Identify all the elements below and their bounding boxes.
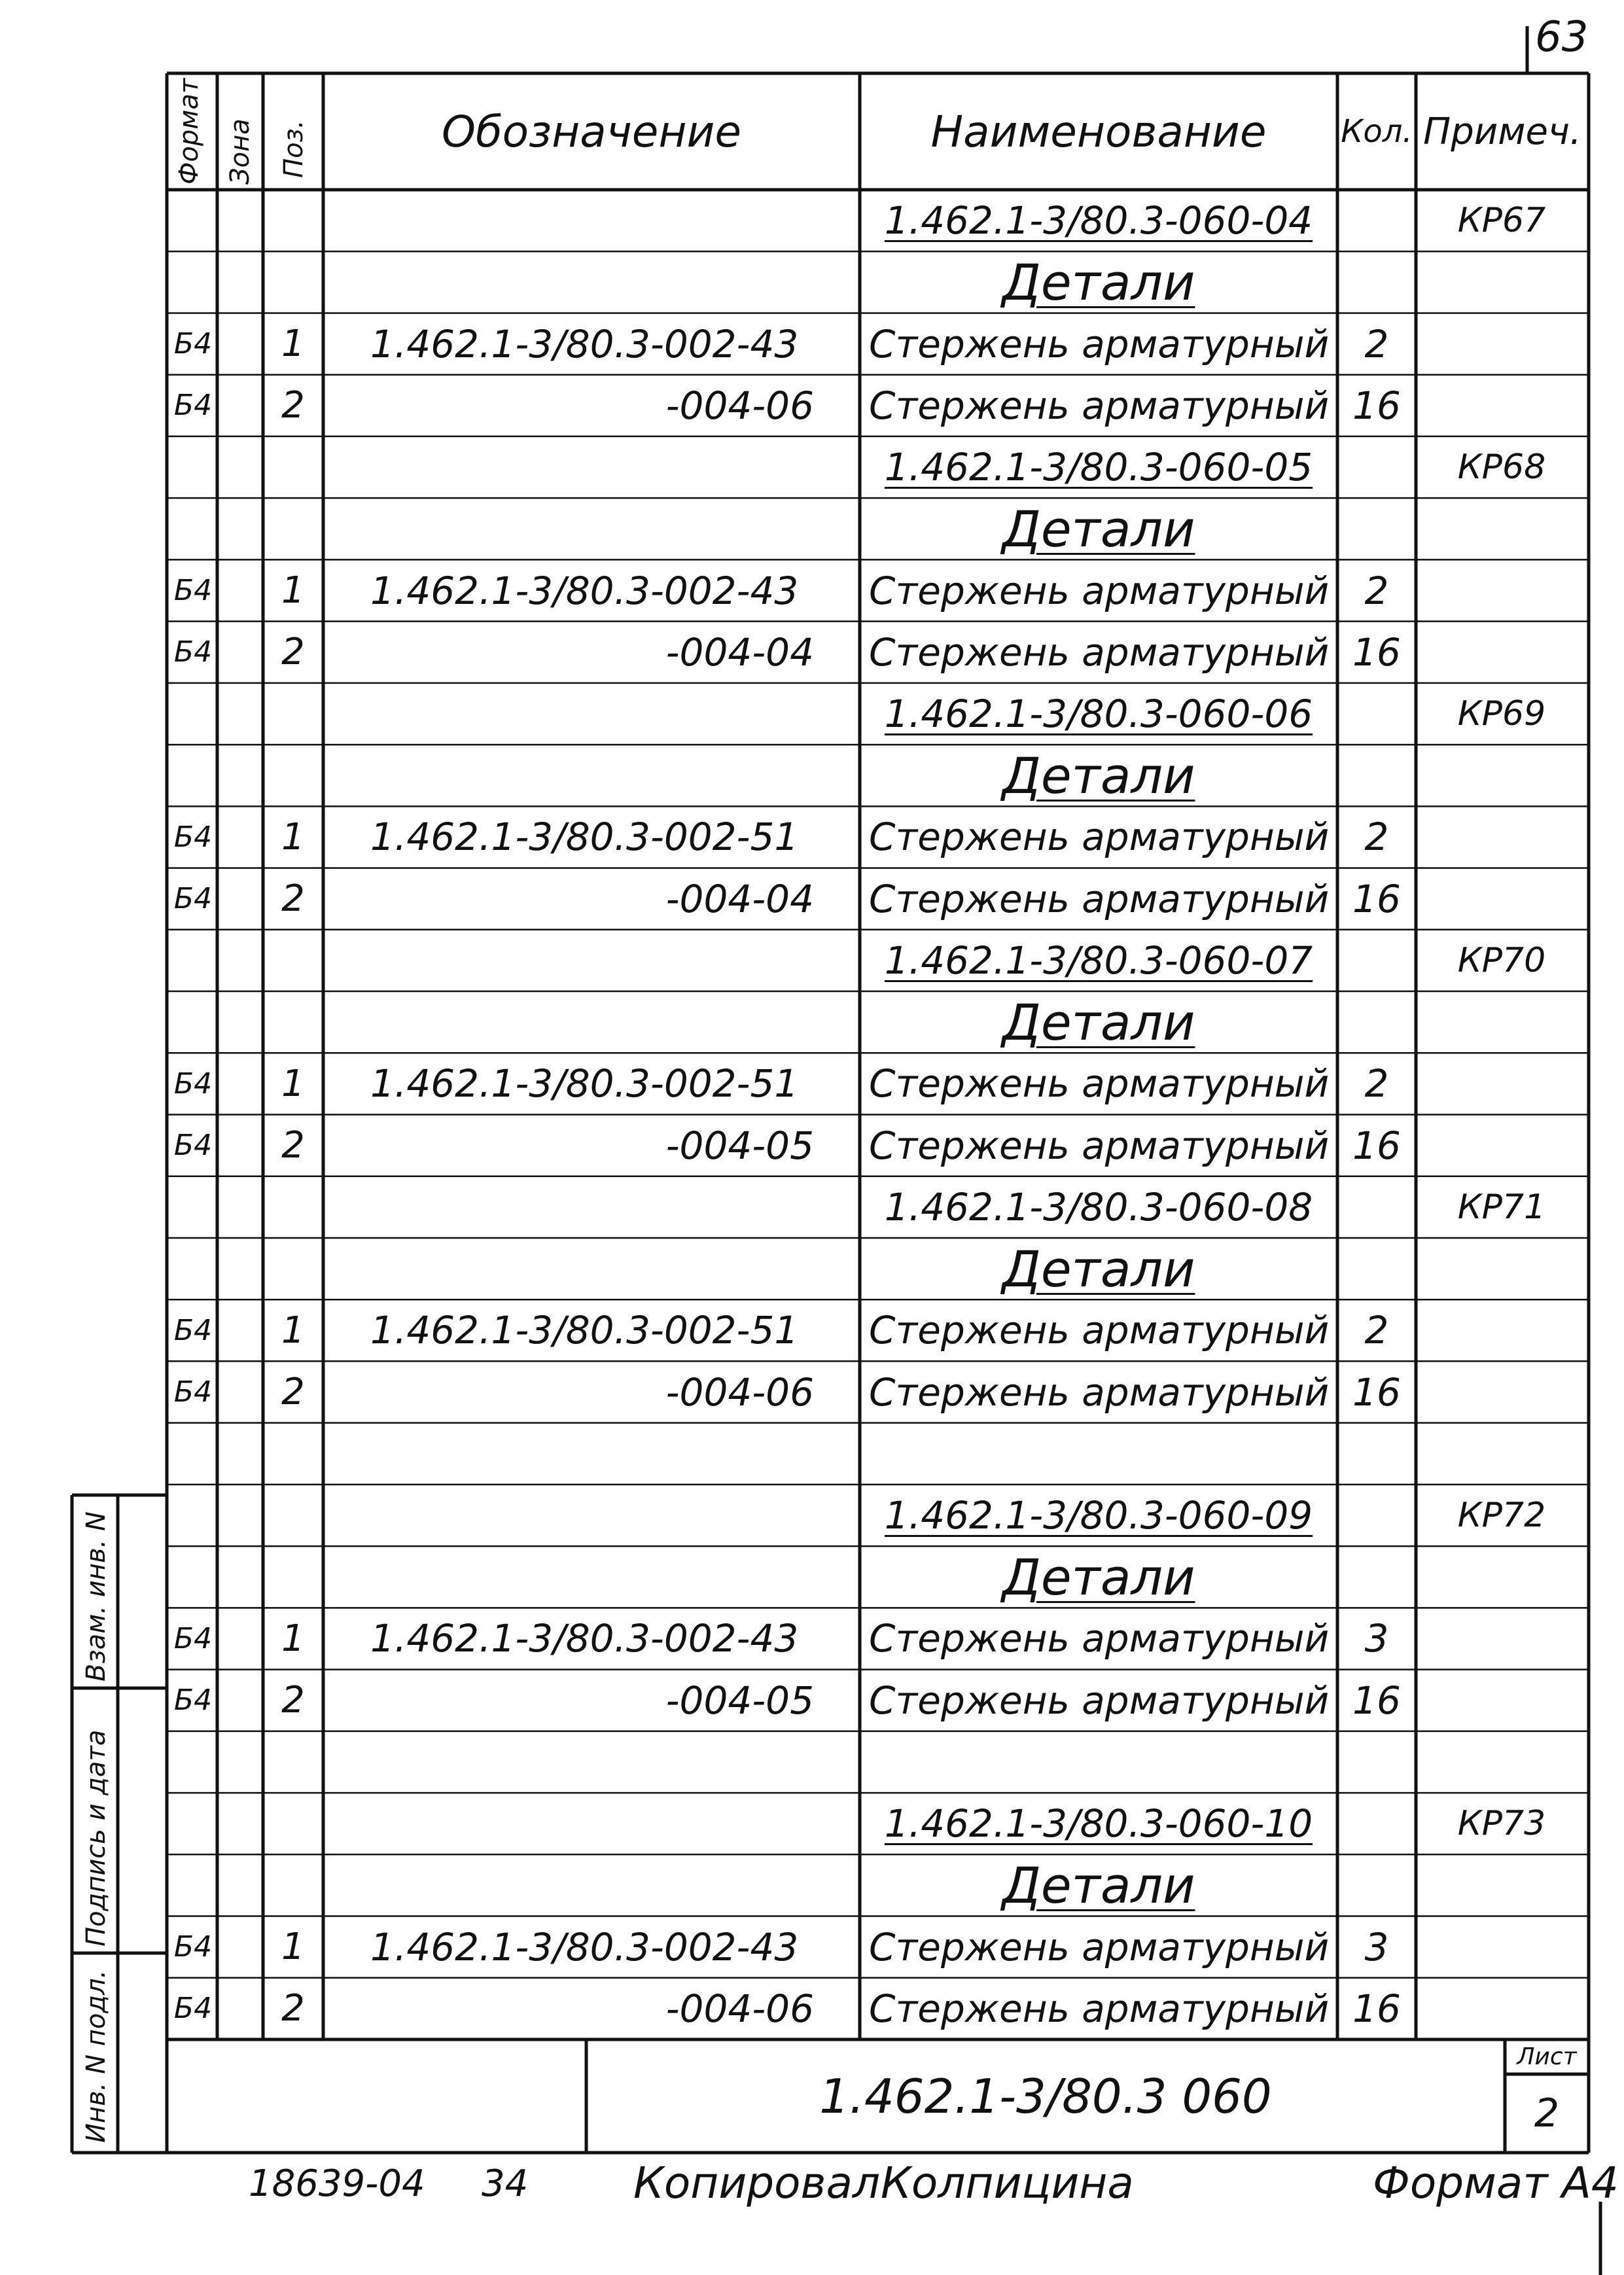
row-format [169, 1546, 217, 1608]
row-name: Стержень арматурный [869, 383, 1330, 428]
row-designation [323, 1793, 860, 1854]
row-designation [323, 251, 860, 313]
row-name: Стержень арматурный [869, 1369, 1330, 1415]
row-format [169, 1485, 217, 1546]
row-format [169, 930, 217, 991]
row-zone [217, 313, 263, 374]
row-name: Стержень арматурный [869, 629, 1330, 675]
row-designation [323, 1423, 860, 1485]
row-quantity: 2 [1364, 1308, 1389, 1353]
footer-format: Формат А4 [1373, 2158, 1619, 2208]
row-note [1416, 1053, 1587, 1114]
footer-page-no: 34 [482, 2162, 529, 2205]
spec-code: 1.462.1-3/80.3-060-05 [884, 445, 1313, 490]
row-format [169, 498, 217, 559]
row-format: Б4 [173, 882, 213, 916]
row-format: Б4 [173, 820, 213, 854]
row-zone [217, 1854, 263, 1916]
row-quantity [1337, 1546, 1416, 1608]
row-format: Б4 [173, 1930, 213, 1964]
row-designation [323, 1731, 860, 1793]
row-name: Стержень арматурный [869, 1924, 1330, 1969]
row-format [169, 1423, 217, 1485]
header-name: Наименование [930, 106, 1267, 157]
row-format [169, 251, 217, 313]
row-zone [217, 1361, 263, 1422]
row-name: Стержень арматурный [869, 1616, 1330, 1661]
row-zone [217, 251, 263, 313]
row-designation [323, 745, 860, 806]
footer-order-no: 18639-04 [249, 2162, 425, 2205]
section-heading: Детали [1002, 1239, 1195, 1298]
row-format [169, 1176, 217, 1238]
spec-code: 1.462.1-3/80.3-060-06 [884, 691, 1313, 736]
row-position [263, 1238, 323, 1299]
row-name [860, 1731, 1337, 1793]
row-quantity: 16 [1352, 629, 1401, 675]
row-note [1416, 1299, 1587, 1361]
row-designation [323, 1854, 860, 1916]
row-note: КР67 [1457, 201, 1546, 241]
header-zone: Зона [225, 118, 255, 185]
row-position: 2 [281, 631, 305, 674]
row-quantity: 2 [1364, 1061, 1389, 1106]
row-format: Б4 [173, 327, 213, 361]
row-position: 1 [281, 323, 305, 366]
row-quantity: 16 [1352, 1986, 1401, 2031]
row-name: Стержень арматурный [869, 876, 1330, 921]
row-designation: -004-05 [665, 1678, 814, 1723]
row-zone [217, 1176, 263, 1238]
row-zone [217, 622, 263, 683]
row-zone [217, 1423, 263, 1485]
row-designation: -004-04 [665, 876, 814, 921]
row-designation: 1.462.1-3/80.3-002-43 [370, 1616, 799, 1661]
row-note [1416, 1854, 1587, 1916]
row-name [860, 1423, 1337, 1485]
row-designation [323, 498, 860, 559]
row-zone [217, 375, 263, 436]
row-note [1416, 498, 1587, 559]
row-position [263, 930, 323, 991]
row-zone [217, 1546, 263, 1608]
row-zone [217, 745, 263, 806]
header-qty: Кол. [1341, 113, 1413, 150]
row-position: 2 [281, 1679, 305, 1722]
footer-copied-by: Колпицина [881, 2158, 1134, 2208]
row-designation [323, 190, 860, 251]
row-name: Стержень арматурный [869, 815, 1330, 860]
row-designation [323, 1176, 860, 1238]
row-note [1416, 1670, 1587, 1731]
row-format [169, 436, 217, 498]
row-position [263, 1176, 323, 1238]
side-label-inv-orig: Инв. N подл. [81, 1969, 111, 2143]
row-format: Б4 [173, 1067, 213, 1101]
row-designation: -004-04 [665, 629, 814, 675]
row-zone [217, 1793, 263, 1854]
row-position: 2 [281, 1987, 305, 2030]
row-zone [217, 991, 263, 1053]
row-note: КР69 [1457, 694, 1546, 733]
side-label-sign-date: Подпись и дата [81, 1729, 111, 1947]
row-zone [217, 1053, 263, 1114]
top-sheet-number: 63 [1535, 13, 1589, 62]
row-position [263, 745, 323, 806]
row-designation [323, 1546, 860, 1608]
row-quantity [1337, 1176, 1416, 1238]
section-heading: Детали [1002, 746, 1195, 805]
header-pos: Поз. [279, 120, 309, 178]
section-heading: Детали [1002, 1547, 1195, 1606]
sheet-label: Лист [1517, 2043, 1577, 2070]
section-heading: Детали [1002, 993, 1195, 1051]
row-zone [217, 1608, 263, 1669]
row-quantity: 2 [1364, 815, 1389, 860]
row-name: Стержень арматурный [869, 1061, 1330, 1106]
row-position: 1 [281, 1062, 305, 1105]
row-quantity: 3 [1364, 1924, 1389, 1969]
section-heading: Детали [1002, 1856, 1195, 1914]
row-note [1416, 1916, 1587, 1978]
row-designation [323, 436, 860, 498]
section-heading: Детали [1002, 499, 1195, 558]
row-quantity [1337, 1238, 1416, 1299]
row-note [1416, 1361, 1587, 1422]
row-quantity [1337, 991, 1416, 1053]
row-note [1416, 313, 1587, 374]
row-name: Стержень арматурный [869, 1986, 1330, 2031]
row-position [263, 436, 323, 498]
row-format [169, 1793, 217, 1854]
row-position: 1 [281, 1617, 305, 1660]
row-designation: 1.462.1-3/80.3-002-51 [370, 1308, 799, 1353]
row-quantity: 3 [1364, 1616, 1389, 1661]
row-quantity [1337, 498, 1416, 559]
row-quantity [1337, 930, 1416, 991]
row-format: Б4 [173, 1992, 213, 2026]
row-position [263, 1854, 323, 1916]
row-format: Б4 [173, 574, 213, 607]
row-designation [323, 991, 860, 1053]
row-format: Б4 [173, 389, 213, 423]
row-position [263, 991, 323, 1053]
row-note [1416, 559, 1587, 621]
row-designation: 1.462.1-3/80.3-002-43 [370, 321, 799, 366]
row-designation: 1.462.1-3/80.3-002-51 [370, 1061, 799, 1106]
row-position: 1 [281, 1309, 305, 1352]
spec-code: 1.462.1-3/80.3-060-09 [884, 1493, 1313, 1538]
row-note: КР72 [1457, 1496, 1546, 1535]
header-format: Формат [174, 78, 204, 185]
row-note [1416, 991, 1587, 1053]
row-quantity: 2 [1364, 568, 1389, 613]
row-note [1416, 1731, 1587, 1793]
row-designation [323, 1238, 860, 1299]
row-quantity: 2 [1364, 321, 1389, 366]
row-quantity [1337, 1485, 1416, 1546]
row-designation: -004-06 [665, 383, 814, 428]
row-position [263, 1423, 323, 1485]
row-format: Б4 [173, 1129, 213, 1163]
row-format: Б4 [173, 1621, 213, 1655]
row-position [263, 1485, 323, 1546]
row-note: КР68 [1457, 448, 1546, 487]
row-designation [323, 683, 860, 745]
row-zone [217, 559, 263, 621]
row-quantity: 16 [1352, 1678, 1401, 1723]
row-name: Стержень арматурный [869, 1308, 1330, 1353]
row-quantity [1337, 190, 1416, 251]
row-designation [323, 930, 860, 991]
row-note [1416, 1546, 1587, 1608]
row-note: КР70 [1457, 940, 1546, 980]
header-note: Примеч. [1423, 110, 1581, 153]
row-zone [217, 498, 263, 559]
row-format: Б4 [173, 635, 213, 669]
row-format: Б4 [173, 1684, 213, 1718]
row-designation [323, 1485, 860, 1546]
row-note [1416, 1423, 1587, 1485]
row-quantity: 16 [1352, 383, 1401, 428]
row-note [1416, 1115, 1587, 1176]
row-format [169, 1238, 217, 1299]
row-note [1416, 868, 1587, 930]
row-format: Б4 [173, 1313, 213, 1347]
row-zone [217, 683, 263, 745]
row-position: 2 [281, 1371, 305, 1414]
row-designation: 1.462.1-3/80.3-002-43 [370, 1924, 799, 1969]
row-zone [217, 1670, 263, 1731]
row-designation: -004-05 [665, 1123, 814, 1168]
row-quantity [1337, 251, 1416, 313]
row-quantity: 16 [1352, 1123, 1401, 1168]
row-note: КР73 [1457, 1804, 1546, 1844]
row-designation: 1.462.1-3/80.3-002-43 [370, 568, 799, 613]
row-position [263, 1793, 323, 1854]
row-zone [217, 868, 263, 930]
row-position [263, 251, 323, 313]
row-zone [217, 1916, 263, 1978]
row-quantity [1337, 436, 1416, 498]
row-name: Стержень арматурный [869, 1678, 1330, 1723]
row-designation: -004-06 [665, 1369, 814, 1415]
row-zone [217, 436, 263, 498]
row-format [169, 991, 217, 1053]
row-zone [217, 1731, 263, 1793]
spec-code: 1.462.1-3/80.3-060-04 [884, 198, 1313, 243]
row-zone [217, 1115, 263, 1176]
row-quantity: 16 [1352, 876, 1401, 921]
row-quantity [1337, 1423, 1416, 1485]
row-format [169, 745, 217, 806]
row-format: Б4 [173, 1375, 213, 1409]
row-designation: 1.462.1-3/80.3-002-51 [370, 815, 799, 860]
row-format [169, 683, 217, 745]
row-quantity: 16 [1352, 1369, 1401, 1415]
row-quantity [1337, 745, 1416, 806]
spec-code: 1.462.1-3/80.3-060-10 [884, 1801, 1313, 1846]
row-format [169, 1731, 217, 1793]
doc-code: 1.462.1-3/80.3 060 [819, 2068, 1272, 2124]
row-quantity [1337, 683, 1416, 745]
side-label-replace-inv: Взам. инв. N [81, 1511, 111, 1682]
spec-code: 1.462.1-3/80.3-060-07 [884, 938, 1313, 983]
section-heading: Детали [1002, 253, 1195, 311]
row-position [263, 1546, 323, 1608]
row-position [263, 498, 323, 559]
row-name: Стержень арматурный [869, 321, 1330, 366]
row-position: 1 [281, 569, 305, 612]
row-name: Стержень арматурный [869, 1123, 1330, 1168]
row-designation: -004-06 [665, 1986, 814, 2031]
row-note [1416, 806, 1587, 868]
row-zone [217, 1978, 263, 2039]
row-zone [217, 806, 263, 868]
row-position: 1 [281, 815, 305, 858]
row-zone [217, 1299, 263, 1361]
spec-code: 1.462.1-3/80.3-060-08 [884, 1184, 1313, 1229]
row-position: 1 [281, 1926, 305, 1969]
row-format [169, 1854, 217, 1916]
row-position [263, 190, 323, 251]
row-position: 2 [281, 384, 305, 427]
row-note [1416, 375, 1587, 436]
header-designation: Обозначение [442, 106, 741, 157]
row-quantity [1337, 1854, 1416, 1916]
row-position: 2 [281, 1124, 305, 1167]
row-note [1416, 745, 1587, 806]
row-name: Стержень арматурный [869, 568, 1330, 613]
row-note [1416, 1238, 1587, 1299]
row-zone [217, 930, 263, 991]
row-zone [217, 1238, 263, 1299]
row-note [1416, 622, 1587, 683]
row-note: КР71 [1457, 1187, 1546, 1227]
row-position: 2 [281, 877, 305, 921]
row-note [1416, 1608, 1587, 1669]
row-note [1416, 1978, 1587, 2039]
sheet-number: 2 [1534, 2090, 1560, 2136]
row-zone [217, 1485, 263, 1546]
row-quantity [1337, 1731, 1416, 1793]
row-quantity [1337, 1793, 1416, 1854]
row-position [263, 683, 323, 745]
row-note [1416, 251, 1587, 313]
footer-copied-label: Копировал [633, 2158, 881, 2208]
row-position [263, 1731, 323, 1793]
row-format [169, 190, 217, 251]
row-zone [217, 190, 263, 251]
